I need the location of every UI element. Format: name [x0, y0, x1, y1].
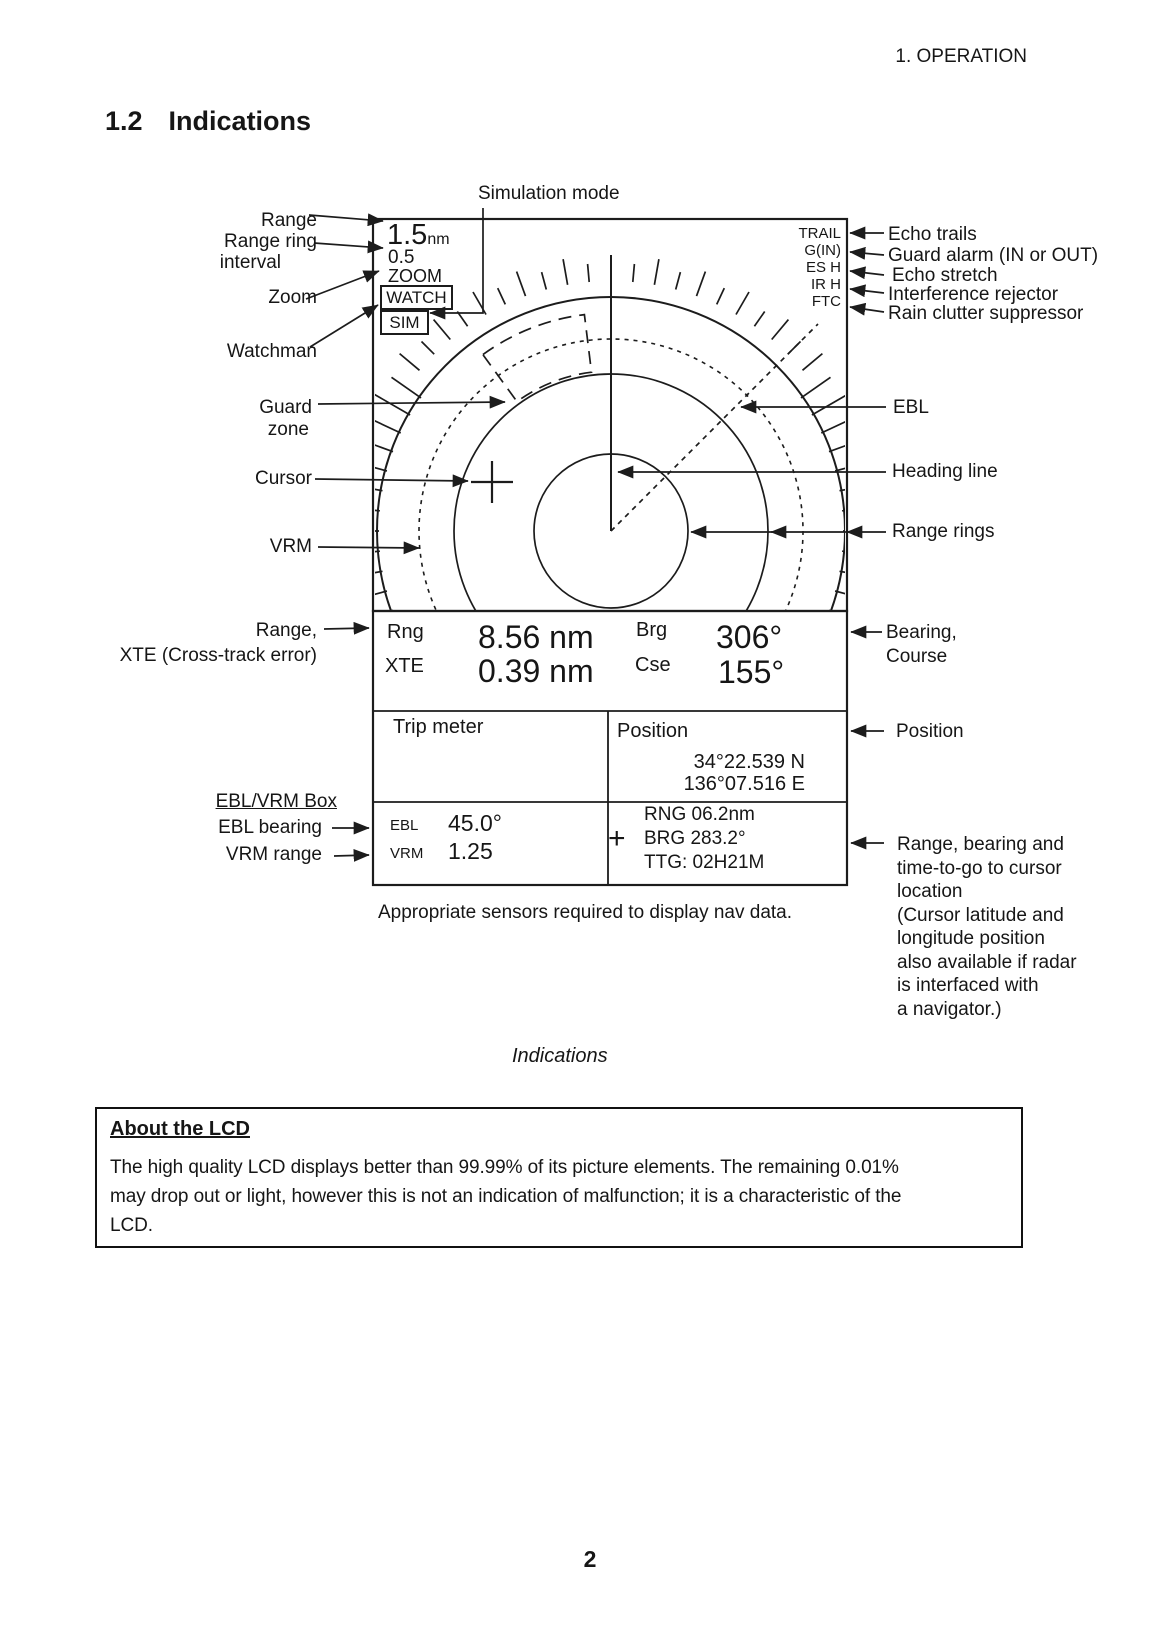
xte-value: 0.39 nm [478, 653, 594, 689]
cursor-note-line: location [897, 881, 963, 902]
label-range: Range [261, 210, 317, 231]
lcd-note-box [95, 1107, 1023, 1248]
rng-label: Rng [387, 621, 424, 643]
label-guard-zone-line1: Guard [259, 397, 312, 418]
label-cursor-data-note [897, 833, 1077, 1021]
cursor-note-line: also available if radar [897, 951, 1077, 973]
label-simulation-mode: Simulation mode [478, 183, 620, 204]
page-number: 2 [583, 1546, 597, 1572]
cursor-note-line: longitude position [897, 928, 1045, 949]
label-zoom: Zoom [268, 287, 317, 308]
rng-value: 8.56 nm [478, 619, 594, 655]
xte-label: XTE [385, 655, 424, 677]
label-guard-zone-line2: zone [267, 419, 309, 440]
label-range-xte-line2: XTE (Cross-track error) [119, 645, 317, 666]
label-echo-trails: Echo trails [888, 224, 977, 245]
lcd-note-title: About the LCD [110, 1118, 250, 1140]
display-range-unit: nm [427, 231, 450, 248]
vrm-readout-label: VRM [390, 845, 424, 862]
display-sim-indicator: SIM [389, 313, 420, 332]
label-ebl: EBL [893, 397, 929, 418]
label-range-ring-interval-line1: Range ring [224, 231, 317, 252]
label-position: Position [896, 721, 964, 742]
cursor-note-line: Range, bearing and [897, 834, 1064, 855]
label-guard-alarm: Guard alarm (IN or OUT) [888, 245, 1099, 266]
sensors-note: Appropriate sensors required to display nav data. [378, 902, 793, 923]
label-cursor: Cursor [254, 468, 312, 489]
section-number: 1.2 [105, 106, 143, 136]
lcd-note-body-line: LCD. [110, 1215, 153, 1236]
label-ebl-vrm-box: EBL/VRM Box [215, 791, 337, 812]
cse-value: 155° [718, 654, 785, 690]
cursor-ttg-readout: TTG: 02H21M [644, 852, 765, 873]
position-label: Position [617, 720, 689, 742]
cursor-plus-mark: + [608, 822, 626, 855]
label-range-rings: Range rings [892, 521, 995, 542]
label-echo-stretch: Echo stretch [892, 265, 998, 286]
page-header: 1. OPERATION [895, 46, 1027, 67]
display-status-stack [798, 225, 841, 310]
label-range-ring-interval-line2: interval [219, 252, 281, 273]
lcd-note-body-line: may drop out or light, however this is not an indication of malfunction; it is a characteristic of the [110, 1186, 902, 1207]
display-ir-indicator: IR H [811, 276, 841, 293]
display-watch-indicator: WATCH [386, 288, 447, 307]
vrm-readout-value: 1.25 [448, 838, 493, 864]
display-echo-stretch-indicator: ES H [805, 259, 841, 276]
cursor-note-line: time-to-go to cursor [897, 857, 1062, 879]
section-heading [105, 106, 311, 137]
label-bearing: Bearing, [886, 622, 957, 643]
cursor-mark [471, 461, 513, 503]
cursor-range-readout: RNG 06.2nm [644, 804, 755, 825]
ebl-readout-label: EBL [390, 817, 419, 834]
display-ftc-indicator: FTC [811, 293, 841, 310]
position-latitude: 34°22.539 N [693, 751, 805, 773]
figure-caption: Indications [512, 1045, 608, 1067]
label-watchman: Watchman [226, 341, 317, 362]
label-interference-rejector: Interference rejector [888, 284, 1059, 305]
label-course: Course [886, 646, 948, 667]
display-guard-indicator: G(IN) [804, 242, 841, 259]
label-vrm-range: VRM range [225, 844, 322, 865]
cursor-note-line: a navigator.) [897, 998, 1002, 1020]
cursor-bearing-readout: BRG 283.2° [644, 828, 746, 849]
brg-value: 306° [716, 619, 783, 655]
display-range-value: 1.5 [387, 219, 428, 251]
label-range-xte-line1: Range, [255, 620, 317, 641]
lcd-note-body [110, 1153, 901, 1240]
label-rain-clutter: Rain clutter suppressor [888, 303, 1084, 324]
section-title: Indications [168, 106, 312, 136]
display-ring-interval: 0.5 [388, 247, 415, 268]
lcd-note-body-line: The high quality LCD displays better than 99.99% of its picture elements. The remaining 0.01% [110, 1157, 899, 1178]
label-heading-line: Heading line [892, 461, 998, 482]
label-ebl-bearing: EBL bearing [218, 817, 322, 838]
guard-zone [483, 315, 592, 402]
cursor-note-line: is interfaced with [897, 975, 1039, 996]
ebl-line [611, 324, 818, 531]
cse-label: Cse [635, 654, 671, 676]
ebl-readout-value: 45.0° [448, 810, 502, 836]
label-vrm: VRM [269, 536, 312, 557]
display-trail-indicator: TRAIL [798, 225, 841, 242]
position-longitude: 136°07.516 E [683, 773, 805, 795]
brg-label: Brg [636, 619, 668, 641]
cursor-note-line: (Cursor latitude and [897, 904, 1064, 926]
display-zoom-indicator: ZOOM [388, 266, 442, 286]
trip-meter-label: Trip meter [393, 716, 484, 738]
